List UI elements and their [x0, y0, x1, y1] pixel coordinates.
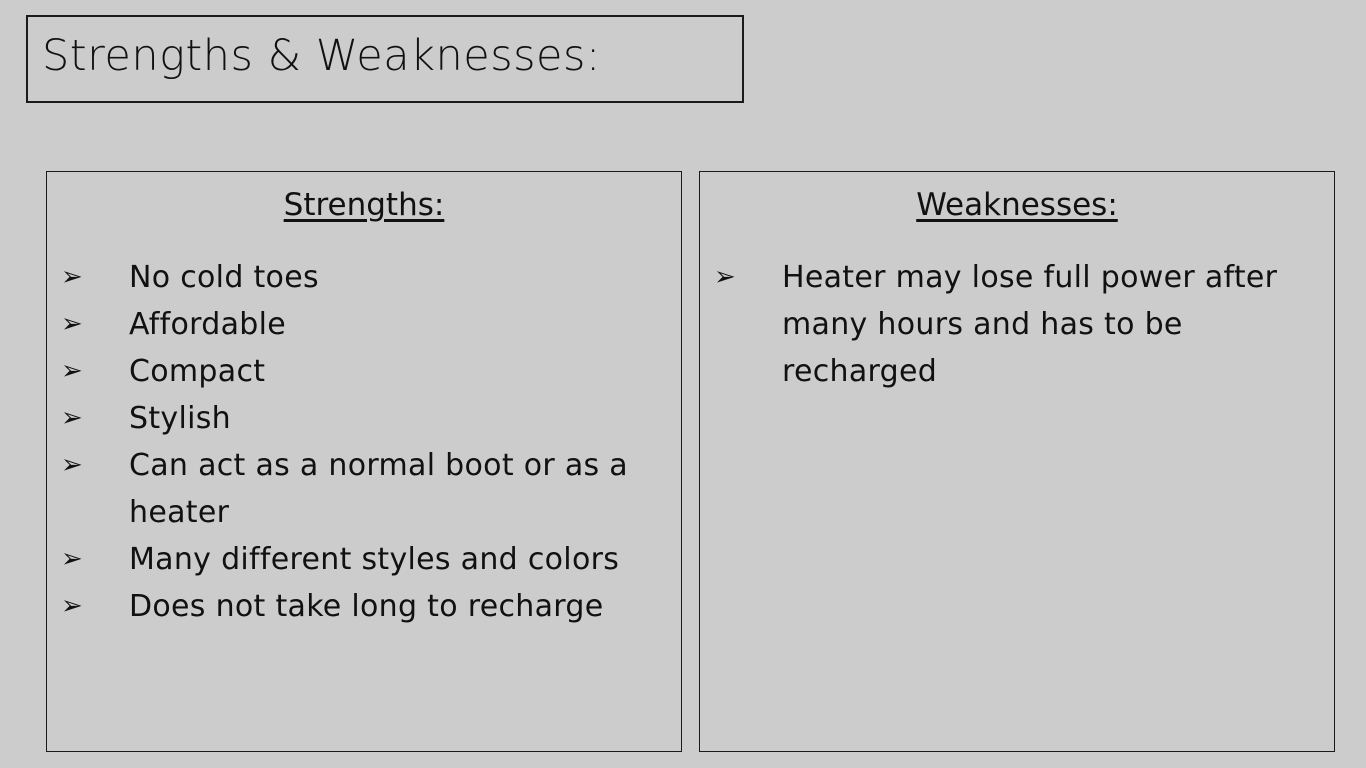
- slide-title: Strengths & Weaknesses:: [42, 31, 601, 81]
- arrow-bullet-icon: ➢: [61, 356, 84, 386]
- strengths-panel: [46, 171, 682, 752]
- strength-item-text: No cold toes: [129, 260, 319, 295]
- strength-item: [47, 395, 681, 442]
- strength-item-text: Affordable: [129, 307, 286, 342]
- weakness-item-text: Heater may lose full power after many hours and has to be recharged: [782, 260, 1278, 389]
- strength-item-text: Many different styles and colors: [129, 542, 620, 577]
- strengths-heading: Strengths:: [283, 187, 445, 223]
- weaknesses-heading: Weaknesses:: [916, 187, 1118, 223]
- strength-item: [47, 301, 681, 348]
- strength-item-text: Compact: [129, 354, 266, 389]
- strength-item-text: Stylish: [129, 401, 231, 436]
- arrow-bullet-icon: ➢: [61, 544, 84, 574]
- arrow-bullet-icon: ➢: [61, 450, 84, 480]
- arrow-bullet-icon: ➢: [61, 591, 84, 621]
- arrow-bullet-icon: ➢: [714, 262, 737, 292]
- weaknesses-panel: [699, 171, 1335, 752]
- strength-item: [47, 254, 681, 301]
- strength-item: [47, 442, 681, 536]
- strengths-list: [47, 254, 681, 630]
- title-box: [26, 15, 744, 103]
- arrow-bullet-icon: ➢: [61, 309, 84, 339]
- arrow-bullet-icon: ➢: [61, 403, 84, 433]
- strength-item-text: Can act as a normal boot or as a heater: [129, 448, 628, 530]
- arrow-bullet-icon: ➢: [61, 262, 84, 292]
- strength-item: [47, 536, 681, 583]
- strength-item: [47, 583, 681, 630]
- weakness-item: [700, 254, 1334, 395]
- strength-item-text: Does not take long to recharge: [129, 589, 604, 624]
- strength-item: [47, 348, 681, 395]
- weaknesses-list: [700, 254, 1334, 395]
